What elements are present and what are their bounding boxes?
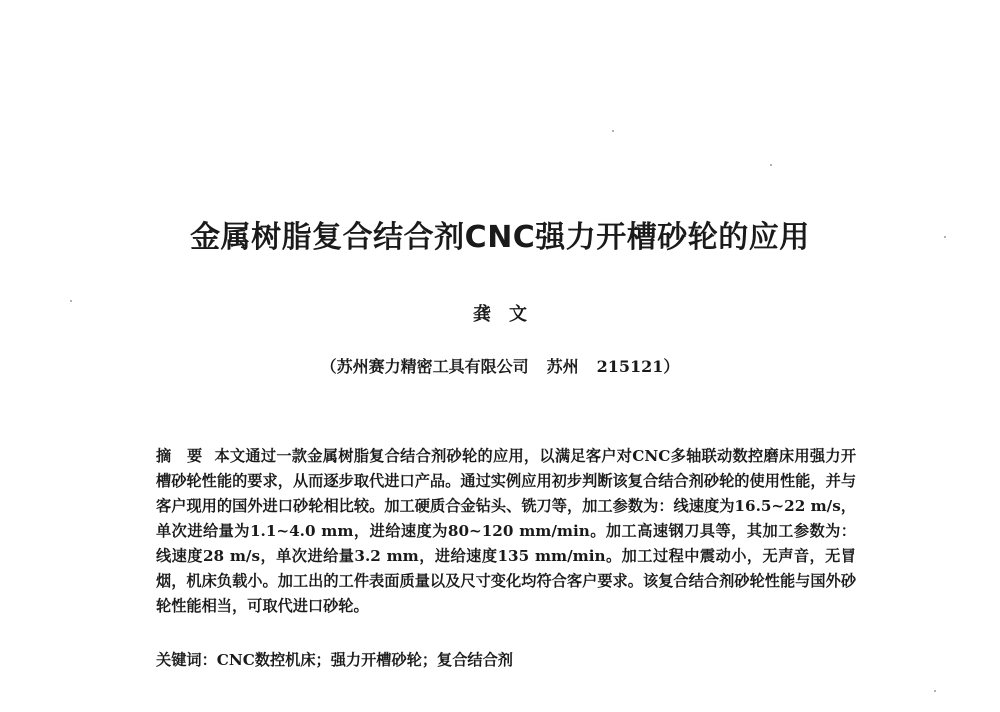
scan-speck [934, 690, 936, 692]
affiliation-organization: 苏州赛力精密工具有限公司 [336, 357, 529, 376]
affiliation-city: 苏州 [546, 357, 579, 376]
affiliation-open-paren: （ [320, 357, 337, 376]
affiliation-close-paren: ） [663, 357, 680, 376]
affiliation-postcode: 215121 [596, 357, 664, 376]
scan-speck [612, 130, 614, 132]
abstract-label: 摘 要 [156, 447, 203, 465]
scan-speck [70, 300, 72, 302]
affiliation [0, 354, 1000, 377]
abstract-text: 本文通过一款金属树脂复合结合剂砂轮的应用，以满足客户对CNC多轴联动数控磨床用强力开槽砂轮性能的要求，从而逐步取代进口产品。通过实例应用初步判断该复合结合剂砂轮的使用性能，并与客户现用的国外进口砂轮相比较。加工硬质合金钻头、铣刀等，加工参数为：线速度为16.5~22 m/s，单次进给量为1.1~4.0 mm，进给速度为80~120 mm/min。加工高速钢刀具等，其加工参数为：线速度28 m/s，单次进给量3.2 mm，进给速度135 mm/min。加工过程中震动小，无声音，无冒烟，机床负载小。加工出的工件表面质量以及尺寸变化均符合客户要求。该复合结合剂砂轮性能与国外砂轮性能相当，可取代进口砂轮。 [156, 447, 857, 615]
keywords-text: CNC数控机床；强力开槽砂轮；复合结合剂 [216, 651, 513, 669]
abstract [156, 444, 856, 619]
paper-title: 金属树脂复合结合剂CNC强力开槽砂轮的应用 [190, 220, 810, 255]
author-name: 龚文 [473, 304, 545, 325]
keywords-label: 关键词： [156, 651, 217, 669]
keywords [156, 648, 856, 673]
scan-speck [944, 236, 946, 238]
scan-speck [770, 164, 772, 166]
